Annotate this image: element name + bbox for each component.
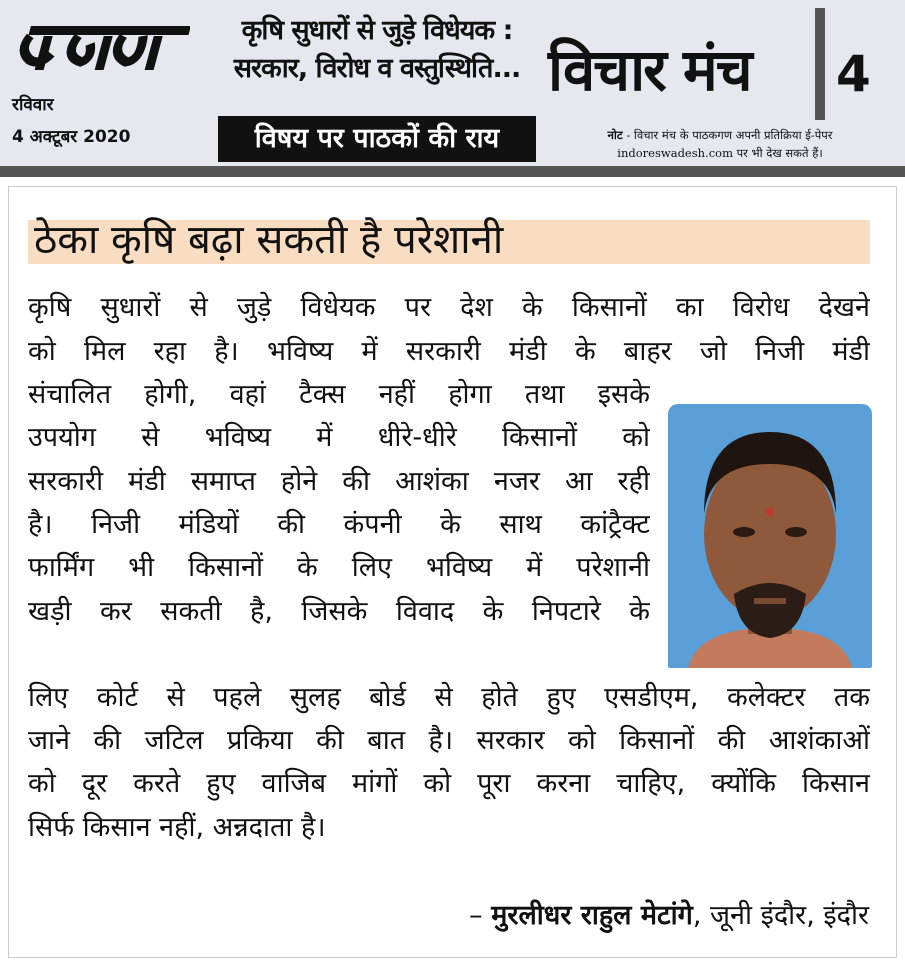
author-photo — [668, 404, 872, 668]
author-dash: – — [469, 900, 483, 931]
author-signature — [469, 896, 869, 936]
body-line: है। निजी मंडियों की कंपनी के साथ कांट्रैक्ट — [28, 509, 650, 540]
body-line: जाने की जटिल प्रकिया की बात है। सरकार को किसानों की आशंकाओं — [28, 725, 870, 756]
divider — [815, 8, 825, 120]
header-bar — [0, 166, 905, 177]
note-label: नोट — [607, 128, 623, 142]
body-line: को मिल रहा है। भविष्य में सरकारी मंडी के बाहर जो निजी मंडी — [28, 336, 870, 367]
body-line: लिए कोर्ट से पहले सुलह बोर्ड से होते हुए एसडीएम, कलेक्टर तक — [28, 682, 870, 713]
topic-line-2: सरकार, विरोध व वस्तुस्थिति... — [233, 53, 521, 84]
body-line: खड़ी कर सकती है, जिसके विवाद के निपटारे के — [28, 596, 650, 627]
author-name: मुरलीधर राहुल मेटांगे — [491, 900, 693, 931]
note-text: - विचार मंच के पाठकगण अपनी प्रतिक्रिया ई-पेपर — [626, 128, 833, 142]
topic-line-1: कृषि सुधारों से जुड़े विधेयक : — [241, 15, 513, 46]
day-label: रविवार — [12, 95, 54, 115]
date-label: 4 अक्टूबर 2020 — [12, 127, 131, 147]
note-website: indoreswadesh.com पर भी देख सकते हैं। — [617, 146, 823, 160]
headline-highlight — [28, 217, 870, 264]
note — [570, 126, 870, 162]
body-line: सिर्फ किसान नहीं, अन्नदाता है। — [28, 812, 326, 843]
section-title: विचार मंच — [548, 36, 751, 104]
author-location: , जूनी इंदौर, इंदौर — [692, 900, 869, 931]
masthead — [0, 0, 905, 168]
body-line: संचालित होगी, वहां टैक्स नहीं होगा तथा इसके — [28, 379, 650, 410]
readers-opinion-ribbon: विषय पर पाठकों की राय — [218, 116, 536, 162]
article-headline: ठेका कृषि बढ़ा सकती है परेशानी — [34, 217, 504, 263]
swadesh-logo — [12, 22, 190, 74]
body-line: उपयोग से भविष्य में धीरे-धीरे किसानों को — [28, 422, 650, 453]
body-line: फार्मिंग भी किसानों के लिए भविष्य में परेशानी — [28, 552, 650, 583]
page-number: 4 — [836, 45, 871, 103]
body-line: को दूर करते हुए वाजिब मांगों को पूरा करना चाहिए, क्योंकि किसान — [28, 768, 870, 799]
body-line: कृषि सुधारों से जुड़े विधेयक पर देश के किसानों का विरोध देखने — [28, 292, 870, 323]
body-line: सरकारी मंडी समाप्त होने की आशंका नजर आ रही — [28, 466, 650, 497]
topic-title — [222, 12, 532, 88]
